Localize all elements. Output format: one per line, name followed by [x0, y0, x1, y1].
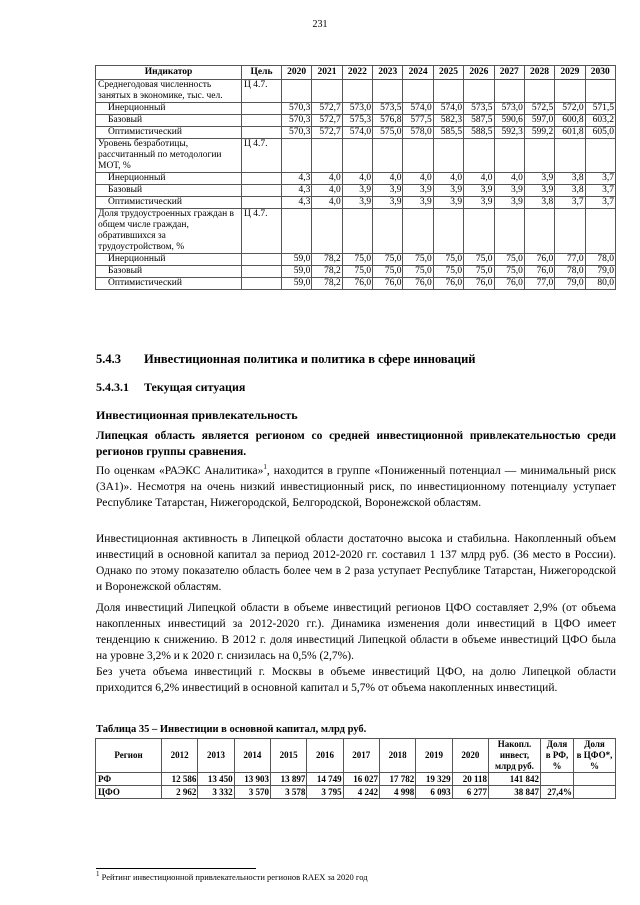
value-cell: 76,0	[433, 278, 463, 290]
header-cell: 2025	[433, 66, 463, 80]
value-cell: 76,0	[524, 266, 554, 278]
value-cell: 573,0	[342, 103, 372, 115]
header-cell: 2023	[373, 66, 403, 80]
value-cell: 572,7	[312, 127, 342, 139]
header-year: 2018	[379, 739, 415, 773]
subheading: Инвестиционная привлекательность	[96, 408, 298, 422]
investment-value: 6 093	[416, 786, 452, 799]
paragraph-4: Без учета объема инвестиций г. Москвы в объеме инвестиций ЦФО, на долю Липецкой области приходится 6,2% инвестиций в основной капитал и 5,7% от объема накопленных инвестиций.	[96, 666, 616, 694]
empty-cell	[555, 139, 585, 173]
scenario-row	[96, 197, 616, 209]
value-cell: 75,0	[373, 266, 403, 278]
investment-value: 3 332	[198, 786, 234, 799]
empty-cell	[342, 139, 372, 173]
investment-value: 4 242	[343, 786, 379, 799]
value-cell: 79,0	[585, 266, 615, 278]
header-cell: 2022	[342, 66, 372, 80]
value-cell: 577,5	[403, 115, 433, 127]
value-cell: 3,9	[342, 197, 372, 209]
indicator-group-row	[96, 80, 616, 103]
value-cell: 77,0	[555, 254, 585, 266]
empty-cell	[433, 80, 463, 103]
header-year: 2014	[234, 739, 270, 773]
value-cell: 59,0	[282, 278, 312, 290]
empty-cell	[494, 209, 524, 254]
empty-cell	[524, 139, 554, 173]
scenario-row	[96, 278, 616, 290]
scenario-row	[96, 254, 616, 266]
header-year: 2015	[270, 739, 306, 773]
value-cell: 4,3	[282, 197, 312, 209]
scenario-name: Базовый	[96, 266, 242, 278]
subsection-number: 5.4.3.1	[96, 380, 129, 394]
header-share-cfo	[574, 739, 616, 773]
value-cell: 592,3	[494, 127, 524, 139]
indicator-label: Уровень безработицы, рассчитанный по методологии МОТ, %	[96, 139, 242, 173]
header-year: 2017	[343, 739, 379, 773]
scenario-row	[96, 103, 616, 115]
value-cell: 573,5	[464, 103, 494, 115]
indicator-goal: Ц 4.7.	[242, 209, 282, 254]
value-cell: 3,9	[373, 185, 403, 197]
value-cell: 605,0	[585, 127, 615, 139]
header-line: в ЦФО*,	[576, 750, 613, 760]
lead-paragraph: Липецкая область является регионом со средней инвестиционной привлекательностью среди регионов группы сравнения.	[96, 430, 616, 458]
investment-value: 12 586	[162, 773, 198, 786]
empty-cell	[524, 209, 554, 254]
value-cell: 572,5	[524, 103, 554, 115]
empty-cell	[242, 266, 282, 278]
paragraph-2: Инвестиционная активность в Липецкой области достаточно высока и стабильна. Накопленный объем инвестиций в основной капитал за период 2012-2020 гг. составил 1 137 млрд руб. (36 место в России). Однако по этому показателю область более чем в 2 раза уступает Республике Татарстан, Нижегородской и Воронежской областям.	[96, 533, 616, 593]
investment-value: 13 897	[270, 773, 306, 786]
value-cell: 570,3	[282, 115, 312, 127]
value-cell: 3,7	[555, 197, 585, 209]
paragraph-1	[96, 463, 616, 511]
value-cell: 587,5	[464, 115, 494, 127]
value-cell: 75,0	[403, 266, 433, 278]
value-cell: 75,0	[494, 266, 524, 278]
value-cell: 75,0	[342, 266, 372, 278]
investment-row	[96, 786, 616, 799]
value-cell: 75,0	[342, 254, 372, 266]
empty-cell	[494, 139, 524, 173]
share-rf-value: 27,4%	[541, 786, 574, 799]
value-cell: 78,2	[312, 266, 342, 278]
investment-value: 3 578	[270, 786, 306, 799]
investment-table-header	[96, 739, 616, 773]
value-cell: 3,9	[403, 197, 433, 209]
header-cell: Цель	[242, 66, 282, 80]
paragraph-1-start: По оценкам «РАЭКС Аналитика»	[96, 465, 264, 477]
empty-cell	[312, 139, 342, 173]
section-heading	[96, 352, 476, 367]
value-cell: 574,0	[433, 103, 463, 115]
header-cell: Индикатор	[96, 66, 242, 80]
empty-cell	[282, 139, 312, 173]
empty-cell	[433, 209, 463, 254]
value-cell: 3,9	[494, 197, 524, 209]
indicator-group-row	[96, 139, 616, 173]
value-cell: 570,3	[282, 103, 312, 115]
investment-value: 20 118	[452, 773, 488, 786]
region-name: РФ	[96, 773, 162, 786]
paragraph-1-end: , находится в группе «Пониженный потенциал — минимальный риск (3А1)». Несмотря на очень низкий инвестиционный риск, по инвестиционному потенциалу уступает Республике Татарстан, Нижегородской, Белгородской, Воронежской областям.	[96, 465, 616, 509]
value-cell: 75,0	[464, 254, 494, 266]
value-cell: 76,0	[494, 278, 524, 290]
empty-cell	[464, 209, 494, 254]
header-accum	[489, 739, 541, 773]
header-year: 2020	[452, 739, 488, 773]
empty-cell	[585, 209, 615, 254]
value-cell: 4,0	[312, 185, 342, 197]
investment-value: 19 329	[416, 773, 452, 786]
value-cell: 3,9	[433, 185, 463, 197]
value-cell: 574,0	[342, 127, 372, 139]
share-cfo-value	[574, 773, 616, 786]
value-cell: 79,0	[555, 278, 585, 290]
share-cfo-value	[574, 786, 616, 799]
accum-value: 141 842	[489, 773, 541, 786]
value-cell: 588,5	[464, 127, 494, 139]
value-cell: 78,2	[312, 278, 342, 290]
empty-cell	[312, 80, 342, 103]
scenario-name: Инерционный	[96, 103, 242, 115]
value-cell: 59,0	[282, 266, 312, 278]
empty-cell	[242, 103, 282, 115]
empty-cell	[242, 185, 282, 197]
value-cell: 597,0	[524, 115, 554, 127]
empty-cell	[342, 209, 372, 254]
value-cell: 570,3	[282, 127, 312, 139]
value-cell: 3,9	[524, 173, 554, 185]
value-cell: 600,8	[555, 115, 585, 127]
value-cell: 75,0	[433, 266, 463, 278]
value-cell: 77,0	[524, 278, 554, 290]
empty-cell	[242, 127, 282, 139]
indicator-goal: Ц 4.7.	[242, 139, 282, 173]
indicator-group-row	[96, 209, 616, 254]
empty-cell	[555, 80, 585, 103]
scenario-name: Базовый	[96, 185, 242, 197]
header-line: %	[552, 761, 562, 771]
value-cell: 75,0	[373, 254, 403, 266]
header-share-rf	[541, 739, 574, 773]
header-line: %	[590, 761, 599, 771]
value-cell: 3,9	[464, 185, 494, 197]
empty-cell	[585, 139, 615, 173]
scenario-name: Оптимистический	[96, 127, 242, 139]
scenario-row	[96, 115, 616, 127]
empty-cell	[373, 80, 403, 103]
value-cell: 575,3	[342, 115, 372, 127]
value-cell: 571,5	[585, 103, 615, 115]
paragraph-3: Доля инвестиций Липецкой области в объеме инвестиций регионов ЦФО составляет 2,9% (от объема накопленных инвестиций за 2012-2020 гг.). Динамика изменения доли инвестиций в ЦФО имеет тенденцию к снижению. В 2012 г. доля инвестиций Липецкой области в объеме инвестиций ЦФО была на уровне 3,2% и к 2020 г. снизилась на 0,5% (2,7%).	[96, 602, 616, 662]
region-name: ЦФО	[96, 786, 162, 799]
value-cell: 78,2	[312, 254, 342, 266]
header-line: Доля	[546, 739, 568, 749]
empty-cell	[312, 209, 342, 254]
value-cell: 3,8	[524, 197, 554, 209]
scenario-row	[96, 266, 616, 278]
value-cell: 4,3	[282, 185, 312, 197]
value-cell: 4,0	[312, 197, 342, 209]
value-cell: 3,9	[433, 197, 463, 209]
investment-value: 14 749	[307, 773, 343, 786]
share-rf-value	[541, 773, 574, 786]
empty-cell	[464, 80, 494, 103]
investment-table	[95, 738, 616, 799]
header-line: инвест,	[499, 750, 530, 760]
empty-cell	[373, 139, 403, 173]
value-cell: 78,0	[555, 266, 585, 278]
value-cell: 76,0	[464, 278, 494, 290]
scenario-name: Оптимистический	[96, 197, 242, 209]
header-line: Накопл.	[497, 739, 532, 749]
footnote	[96, 872, 368, 882]
investment-value: 3 570	[234, 786, 270, 799]
investment-value: 2 962	[162, 786, 198, 799]
indicator-label: Среднегодовая численность занятых в экономике, тыс. чел.	[96, 80, 242, 103]
header-year: 2012	[162, 739, 198, 773]
value-cell: 3,9	[494, 185, 524, 197]
footnote-mark: 1	[96, 870, 100, 879]
investment-row	[96, 773, 616, 786]
value-cell: 4,0	[494, 173, 524, 185]
empty-cell	[242, 197, 282, 209]
empty-cell	[403, 209, 433, 254]
scenario-name: Инерционный	[96, 173, 242, 185]
investment-value: 17 782	[379, 773, 415, 786]
page-number: 231	[312, 19, 328, 30]
value-cell: 4,3	[282, 173, 312, 185]
value-cell: 572,7	[312, 115, 342, 127]
value-cell: 3,8	[555, 173, 585, 185]
empty-cell	[403, 139, 433, 173]
value-cell: 4,0	[464, 173, 494, 185]
section-title: Инвестиционная политика и политика в сфере инноваций	[144, 352, 476, 366]
header-region: Регион	[96, 739, 162, 773]
value-cell: 590,6	[494, 115, 524, 127]
subsection-title: Текущая ситуация	[144, 380, 246, 394]
header-cell: 2026	[464, 66, 494, 80]
value-cell: 3,9	[403, 185, 433, 197]
value-cell: 4,0	[342, 173, 372, 185]
value-cell: 59,0	[282, 254, 312, 266]
indicator-label: Доля трудоустроенных граждан в общем числе граждан, обратившихся за трудоустройством, %	[96, 209, 242, 254]
empty-cell	[555, 209, 585, 254]
value-cell: 75,0	[464, 266, 494, 278]
value-cell: 75,0	[494, 254, 524, 266]
empty-cell	[403, 80, 433, 103]
value-cell: 578,0	[403, 127, 433, 139]
footnote-divider	[96, 868, 256, 869]
scenario-row	[96, 185, 616, 197]
empty-cell	[524, 80, 554, 103]
scenario-row	[96, 127, 616, 139]
table-caption: Таблица 35 – Инвестиции в основной капитал, млрд руб.	[96, 724, 367, 735]
value-cell: 572,7	[312, 103, 342, 115]
header-cell: 2028	[524, 66, 554, 80]
value-cell: 3,9	[373, 197, 403, 209]
header-year: 2016	[307, 739, 343, 773]
scenario-name: Базовый	[96, 115, 242, 127]
empty-cell	[494, 80, 524, 103]
subsection-heading	[96, 380, 245, 395]
empty-cell	[242, 254, 282, 266]
value-cell: 574,0	[403, 103, 433, 115]
header-cell: 2030	[585, 66, 615, 80]
value-cell: 4,0	[403, 173, 433, 185]
empty-cell	[242, 278, 282, 290]
value-cell: 573,0	[494, 103, 524, 115]
empty-cell	[282, 209, 312, 254]
value-cell: 75,0	[403, 254, 433, 266]
empty-cell	[433, 139, 463, 173]
scenario-name: Оптимистический	[96, 278, 242, 290]
value-cell: 75,0	[433, 254, 463, 266]
header-year: 2019	[416, 739, 452, 773]
empty-cell	[242, 115, 282, 127]
investment-value: 6 277	[452, 786, 488, 799]
value-cell: 575,0	[373, 127, 403, 139]
value-cell: 3,9	[524, 185, 554, 197]
footnote-text: Рейтинг инвестиционной привлекательности регионов RAEX за 2020 год	[99, 872, 368, 882]
empty-cell	[342, 80, 372, 103]
value-cell: 3,7	[585, 185, 615, 197]
header-cell: 2020	[282, 66, 312, 80]
value-cell: 76,0	[373, 278, 403, 290]
empty-cell	[373, 209, 403, 254]
scenario-name: Инерционный	[96, 254, 242, 266]
investment-value: 16 027	[343, 773, 379, 786]
value-cell: 80,0	[585, 278, 615, 290]
indicators-table-header	[96, 66, 616, 80]
value-cell: 603,2	[585, 115, 615, 127]
value-cell: 3,7	[585, 197, 615, 209]
value-cell: 601,8	[555, 127, 585, 139]
footnote-ref: 1	[263, 463, 267, 472]
empty-cell	[585, 80, 615, 103]
value-cell: 582,3	[433, 115, 463, 127]
scenario-row	[96, 173, 616, 185]
header-year: 2013	[198, 739, 234, 773]
empty-cell	[464, 139, 494, 173]
header-line: млрд руб.	[495, 761, 534, 771]
value-cell: 3,9	[464, 197, 494, 209]
value-cell: 76,0	[403, 278, 433, 290]
header-cell: 2029	[555, 66, 585, 80]
value-cell: 3,8	[555, 185, 585, 197]
empty-cell	[242, 173, 282, 185]
value-cell: 3,7	[585, 173, 615, 185]
header-cell: 2027	[494, 66, 524, 80]
header-line: в РФ,	[545, 750, 569, 760]
value-cell: 573,5	[373, 103, 403, 115]
value-cell: 4,0	[312, 173, 342, 185]
header-line: Доля	[584, 739, 605, 749]
value-cell: 76,0	[342, 278, 372, 290]
indicators-table	[95, 65, 616, 290]
investment-value: 13 450	[198, 773, 234, 786]
accum-value: 38 847	[489, 786, 541, 799]
investment-value: 3 795	[307, 786, 343, 799]
investment-value: 4 998	[379, 786, 415, 799]
empty-cell	[282, 80, 312, 103]
value-cell: 585,5	[433, 127, 463, 139]
value-cell: 599,2	[524, 127, 554, 139]
value-cell: 76,0	[524, 254, 554, 266]
section-number: 5.4.3	[96, 352, 121, 366]
value-cell: 572,0	[555, 103, 585, 115]
value-cell: 4,0	[373, 173, 403, 185]
value-cell: 4,0	[433, 173, 463, 185]
header-cell: 2021	[312, 66, 342, 80]
investment-value: 13 903	[234, 773, 270, 786]
value-cell: 576,8	[373, 115, 403, 127]
value-cell: 78,0	[585, 254, 615, 266]
value-cell: 3,9	[342, 185, 372, 197]
header-cell: 2024	[403, 66, 433, 80]
indicator-goal: Ц 4.7.	[242, 80, 282, 103]
